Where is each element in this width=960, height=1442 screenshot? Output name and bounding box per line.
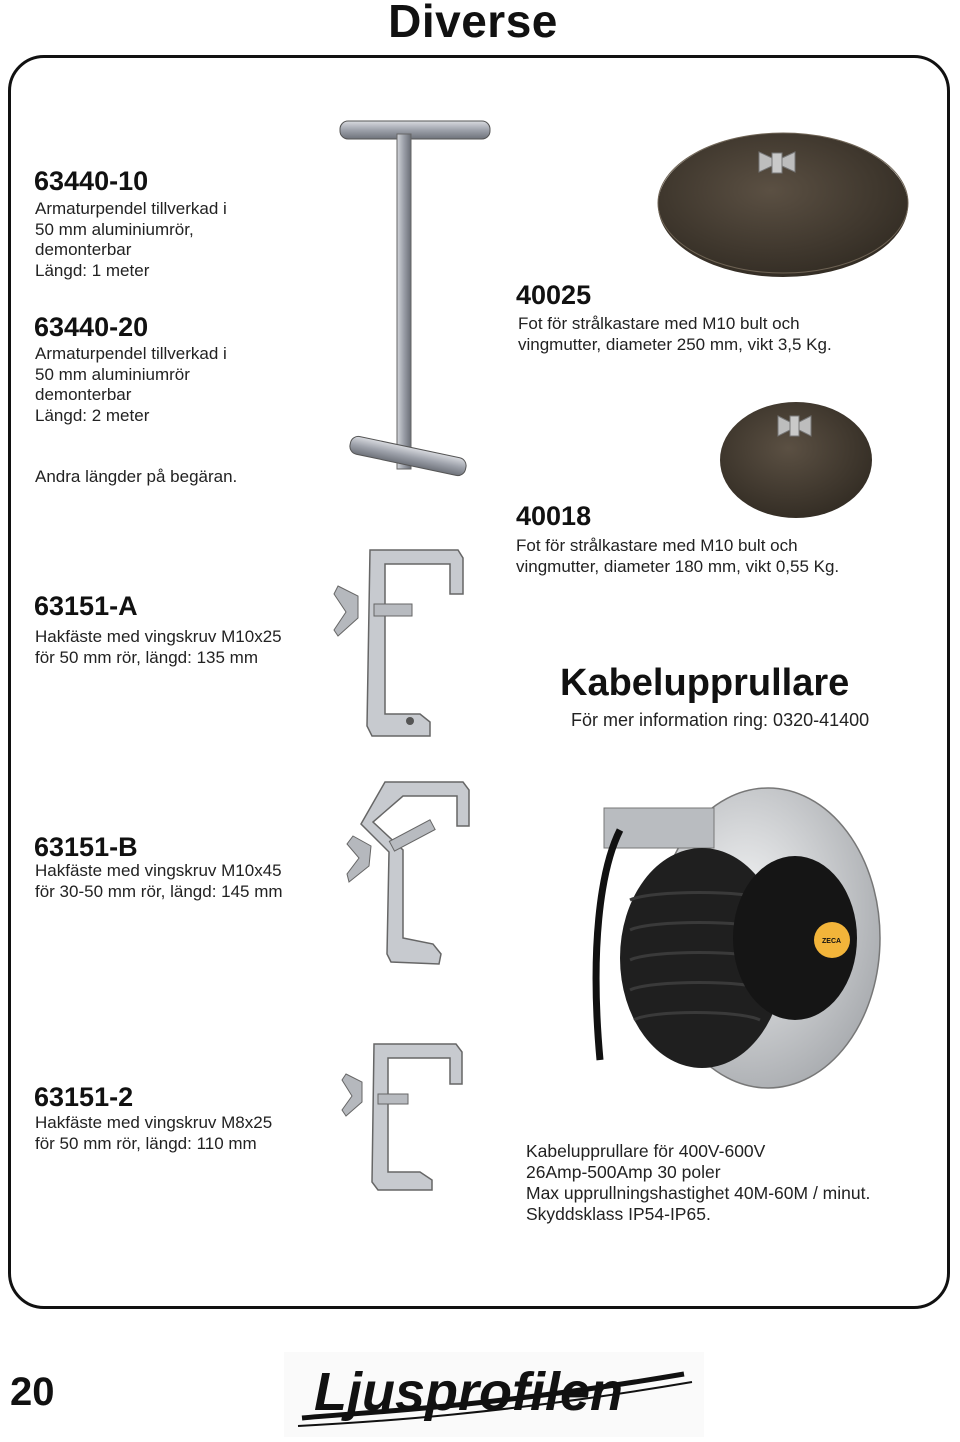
brand-logo [284,1352,704,1437]
product-code-63151-b: 63151-B [34,832,138,862]
hook-clamp-a-image [330,546,470,742]
other-lengths-note: Andra längder på begäran. [35,467,238,486]
hook-clamp-2-image [338,1040,468,1195]
reel-info-phone: För mer information ring: 0320-41400 [571,710,870,730]
logo-swoosh-icon [284,1352,704,1437]
product-desc-63151-2: Hakfäste med vingskruv M8x25 för 50 mm rör, längd: 110 mm [35,1113,273,1153]
reel-label-text: ZECA [822,938,842,945]
product-desc-40018: Fot för strålkastare med M10 bult och vingmutter, diameter 180 mm, vikt 0,55 Kg. [516,536,840,576]
logo-wordmark: Ljusprofilen [314,1362,623,1422]
product-code-63151-a: 63151-A [34,591,138,621]
reel-section-title: Kabelupprullare [560,662,850,704]
product-desc-63440-10: Armaturpendel tillverkad i 50 mm aluminiumrör, demonterbar Längd: 1 meter [35,199,227,280]
cable-reel-image [590,790,885,1095]
product-code-63440-20: 63440-20 [34,312,149,342]
product-desc-63151-a: Hakfäste med vingskruv M10x25 för 50 mm rör, längd: 135 mm [35,627,282,667]
page-title: Diverse [388,0,558,47]
reel-specs: Kabelupprullare för 400V-600V 26Amp-500Amp 30 poler Max upprullningshastighet 40M-60M / minut. Skyddsklass IP54-IP65. [526,1141,871,1224]
pendant-rod-image [335,112,495,492]
base-plate-250-image [655,130,915,280]
product-desc-63151-b: Hakfäste med vingskruv M10x45 för 30-50 mm rör, längd: 145 mm [35,861,283,901]
page-number: 20 [10,1370,55,1414]
product-code-40018: 40018 [516,501,592,531]
product-code-63440-10: 63440-10 [34,166,149,196]
base-plate-180-image [718,398,878,524]
product-code-40025: 40025 [516,280,592,310]
product-code-63151-2: 63151-2 [34,1082,134,1112]
product-desc-40025: Fot för strålkastare med M10 bult och vingmutter, diameter 250 mm, vikt 3,5 Kg. [518,314,832,354]
product-desc-63440-20: Armaturpendel tillverkad i 50 mm aluminiumrör demonterbar Längd: 2 meter [35,344,227,425]
hook-clamp-b-image [345,778,475,968]
